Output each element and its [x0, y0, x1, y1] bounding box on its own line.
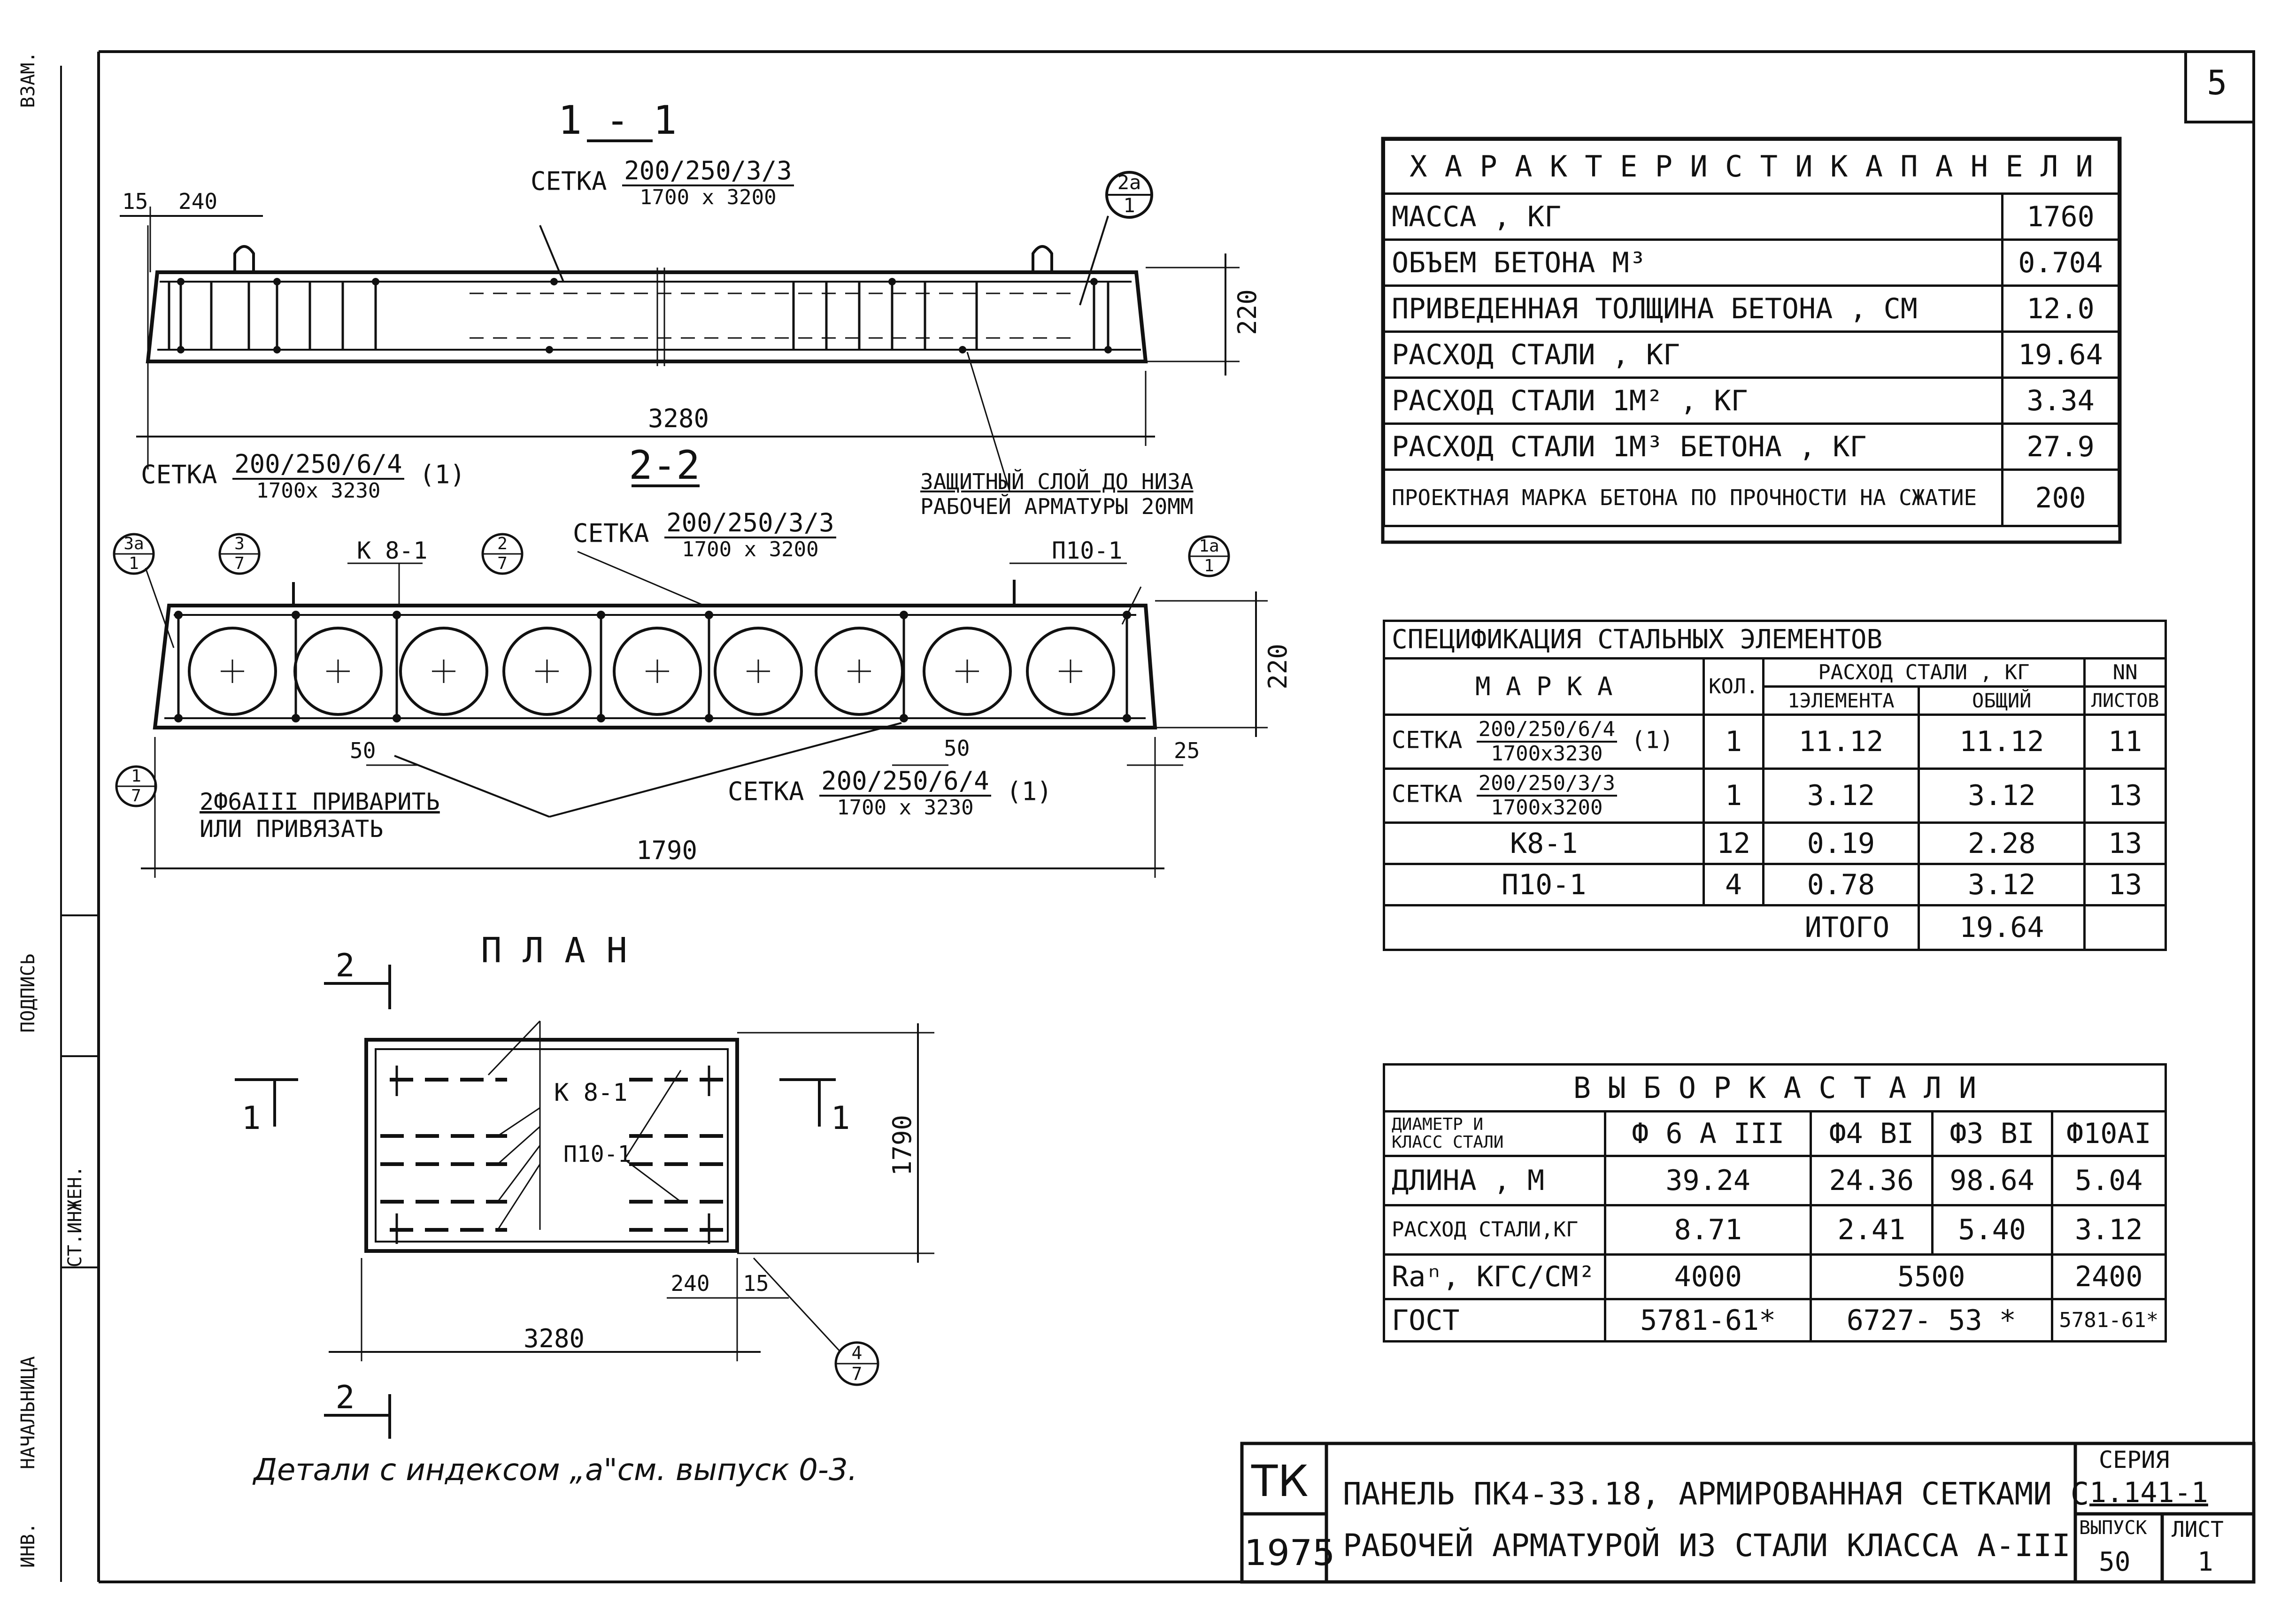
callout-3a-bottom: 1: [129, 554, 139, 573]
steel-gost-2: 5781-61*: [2052, 1299, 2165, 1342]
callout-1-bottom: 7: [131, 786, 141, 806]
mesh-bottom-num: 200/250/6/4: [819, 767, 991, 797]
sheet-number: 5: [2207, 63, 2227, 102]
spec-row-2-qty: 12: [1704, 823, 1763, 864]
protective-note-line2: РАБОЧЕЙ АРМАТУРЫ 20ММ: [920, 493, 1194, 519]
spec-row-2-mark: К8-1: [1384, 823, 1704, 864]
mesh-mid-word: СЕТКА: [573, 518, 649, 548]
char-label-1: ОБЪЕМ БЕТОНА М³: [1384, 240, 2003, 286]
stamp-podpis: ПОДПИСЬ: [17, 953, 39, 1033]
spec-row-0-num: 200/250/6/4: [1477, 718, 1617, 743]
title-year: 1975: [1244, 1532, 1335, 1573]
steel-mass-2: 5.40: [1932, 1205, 2052, 1255]
spec-row-1-total: 3.12: [1919, 769, 2085, 823]
spec-row-1-fraction: [1477, 772, 1617, 819]
steel-mass-0: 8.71: [1605, 1205, 1811, 1255]
spec-col-sheets-1: NN: [2085, 659, 2166, 687]
plan-drawing: [235, 930, 934, 1439]
mesh-mid-num: 200/250/3/3: [664, 509, 836, 538]
weld-note-line1: 2Ф6АIII ПРИВАРИТЬ: [200, 788, 440, 815]
mesh-top-label: [531, 157, 794, 209]
spec-title: СПЕЦИФИКАЦИЯ СТАЛЬНЫХ ЭЛЕМЕНТОВ: [1384, 621, 2166, 659]
char-value-0: 1760: [2003, 194, 2119, 240]
mesh-bottom-den: 1700 x 3230: [837, 796, 974, 820]
protective-note-line1: ЗАЩИТНЫЙ СЛОЙ ДО НИЗА: [920, 469, 1194, 494]
sheet-value: 1: [2197, 1547, 2213, 1577]
char-value-3: 19.64: [2003, 332, 2119, 378]
dim-1790-s22: 1790: [636, 836, 698, 865]
dim-220-s22: 220: [1263, 644, 1293, 690]
mesh-top-word: СЕТКА: [531, 166, 607, 196]
dim-25: 25: [1174, 738, 1200, 763]
spec-col-qty: КОЛ.: [1704, 659, 1763, 715]
steel-length-3: 5.04: [2052, 1156, 2165, 1205]
mesh-bottom-word: СЕТКА: [728, 776, 804, 806]
stamp-stinkon: СТ.ИНЖЕН.: [64, 1166, 86, 1267]
weld-note-line2: ИЛИ ПРИВЯЗАТЬ: [200, 815, 384, 843]
spec-row-0-fraction: [1477, 718, 1617, 765]
spec-col-mark: М А Р К А: [1384, 659, 1704, 715]
cut-2-top: 2: [335, 947, 355, 984]
issue-label: ВЫПУСК: [2079, 1517, 2147, 1539]
char-value-2: 12.0: [2003, 286, 2119, 332]
cut-1-left: 1: [241, 1100, 261, 1137]
spec-row-0-word: СЕТКА: [1392, 726, 1463, 754]
section-1-1-drawing: [120, 97, 1262, 469]
series-label: СЕРИЯ: [2099, 1446, 2170, 1473]
sheet-label: ЛИСТ: [2172, 1517, 2224, 1542]
spec-row-3-qty: 4: [1704, 864, 1763, 905]
specification-table: [1383, 620, 2167, 951]
steel-ra-label: Rаⁿ, КГС/СМ²: [1384, 1255, 1605, 1299]
spec-col-sheets-2: ЛИСТОВ: [2085, 687, 2166, 715]
spec-row-0-one: 11.12: [1763, 715, 1919, 769]
callout-1a-top: 1a: [1199, 537, 1219, 556]
spec-row-2-total: 2.28: [1919, 823, 2085, 864]
mesh-mid-fraction: [664, 509, 836, 561]
steel-gost-1: 6727- 53 *: [1811, 1299, 2052, 1342]
details-note: Детали с индексом „а"см. выпуск 0-3.: [254, 1453, 857, 1488]
char-label-0: МАССА , КГ: [1384, 194, 2003, 240]
callout-1-top: 1: [131, 767, 141, 786]
spec-row-2-sheet: 13: [2085, 823, 2166, 864]
steel-length-label: ДЛИНА , М: [1384, 1156, 1605, 1205]
mesh-bottom-label: [728, 767, 1052, 819]
protective-layer-note: [920, 469, 1194, 519]
spec-row-2-one: 0.19: [1763, 823, 1919, 864]
steel-head-label-2: КЛАСС СТАЛИ: [1392, 1133, 1504, 1152]
label-k8-plan: К 8-1: [554, 1079, 628, 1107]
steel-col-2: Ф3 ВI: [1932, 1112, 2052, 1156]
mesh-left-fraction: [232, 451, 404, 502]
spec-col-total: ОБЩИЙ: [1919, 687, 2085, 715]
section-2-2-title: 2-2: [629, 442, 700, 488]
dim-1790-plan: 1790: [887, 1114, 917, 1176]
series-value: 1.141-1: [2089, 1476, 2208, 1509]
cut-1-right: 1: [831, 1100, 850, 1137]
steel-col-1: Ф4 ВI: [1811, 1112, 1933, 1156]
mesh-left-label: [141, 451, 465, 502]
char-label-3: РАСХОД СТАЛИ , КГ: [1384, 332, 2003, 378]
callout-3-top: 3: [234, 534, 245, 553]
dim-240-plan: 240: [670, 1271, 710, 1296]
dim-15-top: 15: [122, 189, 148, 214]
dim-240-top: 240: [178, 189, 218, 214]
callout-4-top: 4: [851, 1343, 863, 1363]
steel-head-label-1: ДИАМЕТР И: [1392, 1115, 1484, 1135]
dim-50-left: 50: [350, 738, 376, 763]
mesh-mid-label: [573, 509, 836, 561]
spec-row-1-mark: [1384, 769, 1704, 823]
mesh-bottom-pos: (1): [1006, 776, 1052, 806]
dim-220-s11: 220: [1233, 289, 1262, 335]
mesh-bottom-fraction: [819, 767, 991, 819]
callout-3-bottom: 7: [234, 554, 245, 573]
weld-note: [200, 789, 440, 843]
spec-row-0-mark: [1384, 715, 1704, 769]
callout-1a-bottom: 1: [1204, 556, 1214, 575]
steel-ra-2: 2400: [2052, 1255, 2165, 1299]
stamp-vzam: ВЗАМ.: [17, 51, 39, 108]
callout-4-bottom: 7: [851, 1364, 863, 1384]
spec-total-value: 19.64: [1919, 905, 2085, 950]
mesh-left-word: СЕТКА: [141, 460, 217, 490]
spec-col-steel: РАСХОД СТАЛИ , КГ: [1763, 659, 2085, 687]
steel-length-1: 24.36: [1811, 1156, 1933, 1205]
mesh-left-num: 200/250/6/4: [232, 451, 404, 480]
stamp-nach: НАЧАЛЬНИЦА: [17, 1356, 39, 1469]
char-label-6: ПРОЕКТНАЯ МАРКА БЕТОНА ПО ПРОЧНОСТИ НА СЖАТИЕ: [1384, 470, 2003, 526]
spec-row-1-one: 3.12: [1763, 769, 1919, 823]
section-1-1-title: 1 - 1: [558, 97, 677, 143]
spec-row-1-qty: 1: [1704, 769, 1763, 823]
char-label-4: РАСХОД СТАЛИ 1М² , КГ: [1384, 378, 2003, 424]
char-value-6: 200: [2003, 470, 2119, 526]
steel-mass-3: 3.12: [2052, 1205, 2165, 1255]
steel-ra-1: 5500: [1811, 1255, 2052, 1299]
steel-length-0: 39.24: [1605, 1156, 1811, 1205]
steel-gost-label: ГОСТ: [1384, 1299, 1605, 1342]
steel-gost-0: 5781-61*: [1605, 1299, 1811, 1342]
characteristics-table: [1383, 138, 2120, 527]
mesh-top-fraction: [622, 157, 794, 209]
spec-total-label: ИТОГО: [1384, 905, 1919, 950]
spec-row-0-pos: (1): [1631, 726, 1674, 754]
mesh-left-pos: (1): [419, 460, 465, 490]
title-line-1: ПАНЕЛЬ ПК4-33.18, АРМИРОВАННАЯ СЕТКАМИ С: [1343, 1476, 2089, 1512]
spec-row-0-qty: 1: [1704, 715, 1763, 769]
mesh-mid-den: 1700 x 3200: [682, 537, 819, 561]
plan-title: П Л А Н: [481, 930, 627, 971]
callout-2-bottom: 7: [497, 554, 508, 573]
steel-mass-label: РАСХОД СТАЛИ,КГ: [1384, 1205, 1605, 1255]
title-org: ТК: [1251, 1456, 1309, 1506]
spec-row-1-word: СЕТКА: [1392, 780, 1463, 808]
char-value-1: 0.704: [2003, 240, 2119, 286]
steel-mass-1: 2.41: [1811, 1205, 1933, 1255]
char-label-5: РАСХОД СТАЛИ 1М³ БЕТОНА , КГ: [1384, 424, 2003, 470]
callout-2a-top: 2a: [1117, 171, 1141, 194]
dim-3280-plan: 3280: [523, 1324, 585, 1353]
dim-50-right: 50: [944, 736, 970, 761]
steel-title: В Ы Б О Р К А С Т А Л И: [1384, 1065, 2166, 1112]
steel-col-3: Ф10АI: [2052, 1112, 2165, 1156]
label-p10-plan: П10-1: [563, 1141, 632, 1167]
spec-row-1-den: 1700x3200: [1491, 796, 1603, 820]
dim-3280-s11: 3280: [647, 404, 709, 433]
steel-length-2: 98.64: [1932, 1156, 2052, 1205]
label-p10-s22: П10-1: [1052, 537, 1123, 564]
steel-col-0: Ф 6 А III: [1605, 1112, 1811, 1156]
mesh-top-den: 1700 x 3200: [639, 185, 777, 209]
spec-row-0-sheet: 11: [2085, 715, 2166, 769]
spec-row-0-total: 11.12: [1919, 715, 2085, 769]
char-value-5: 27.9: [2003, 424, 2119, 470]
spec-row-1-num: 200/250/3/3: [1477, 772, 1617, 797]
steel-ra-0: 4000: [1605, 1255, 1811, 1299]
steel-selection-table: [1383, 1063, 2167, 1343]
title-line-2: РАБОЧЕЙ АРМАТУРОЙ ИЗ СТАЛИ КЛАССА А-III: [1343, 1527, 2071, 1564]
stamp-inv: ИНВ.: [17, 1522, 39, 1568]
spec-row-3-mark: П10-1: [1384, 864, 1704, 905]
mesh-left-den: 1700x 3230: [256, 479, 381, 503]
mesh-top-num: 200/250/3/3: [622, 157, 794, 186]
callout-2-top: 2: [497, 534, 508, 553]
char-label-2: ПРИВЕДЕННАЯ ТОЛЩИНА БЕТОНА , СМ: [1384, 286, 2003, 332]
label-k8-s22: К 8-1: [357, 537, 428, 564]
char-value-4: 3.34: [2003, 378, 2119, 424]
spec-row-1-sheet: 13: [2085, 769, 2166, 823]
callout-3a-top: 3a: [123, 534, 144, 553]
steel-head-label: [1384, 1112, 1605, 1156]
spec-col-one: 1ЭЛЕМЕНТА: [1763, 687, 1919, 715]
spec-row-3-total: 3.12: [1919, 864, 2085, 905]
spec-row-0-den: 1700x3230: [1491, 742, 1603, 766]
spec-row-3-sheet: 13: [2085, 864, 2166, 905]
issue-value: 50: [2099, 1547, 2131, 1577]
cut-2-bottom: 2: [335, 1379, 355, 1416]
characteristics-title: Х А Р А К Т Е Р И С Т И К А П А Н Е Л И: [1384, 140, 2119, 194]
dim-15-plan: 15: [743, 1271, 769, 1296]
callout-2a-bottom: 1: [1123, 194, 1135, 217]
spec-row-3-one: 0.78: [1763, 864, 1919, 905]
